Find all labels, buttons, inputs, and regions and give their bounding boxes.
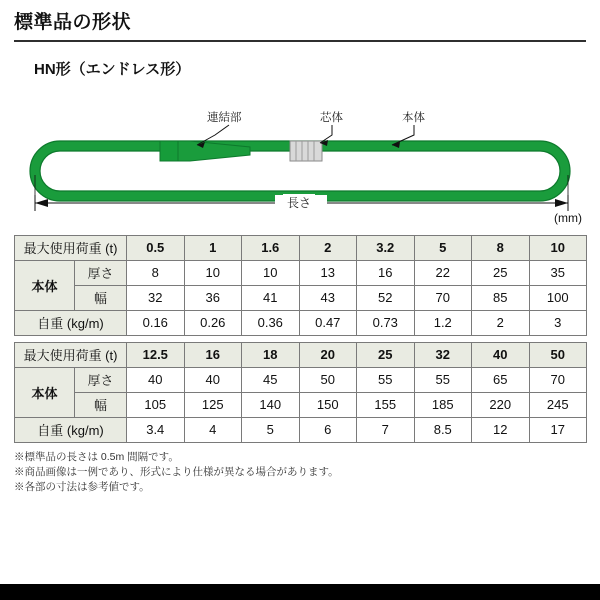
t2-weight-label: 自重 (kg/m) bbox=[15, 417, 127, 442]
t2-thickness-7: 70 bbox=[529, 367, 587, 392]
t2-capacity-header: 最大使用荷重 (t) bbox=[15, 342, 127, 367]
spec-table-2 bbox=[14, 342, 587, 443]
t1-thickness-label: 厚さ bbox=[75, 260, 127, 285]
t1-width-7: 100 bbox=[529, 285, 587, 310]
t1-capacity-header: 最大使用荷重 (t) bbox=[15, 235, 127, 260]
t2-weight-0: 3.4 bbox=[127, 417, 185, 442]
t2-width-label: 幅 bbox=[75, 392, 127, 417]
t2-capacity-4: 25 bbox=[357, 342, 415, 367]
t2-thickness-2: 45 bbox=[242, 367, 300, 392]
t2-capacity-3: 20 bbox=[299, 342, 357, 367]
t1-weight-4: 0.73 bbox=[357, 310, 415, 335]
t2-width-4: 155 bbox=[357, 392, 415, 417]
t1-thickness-0: 8 bbox=[127, 260, 185, 285]
t2-thickness-4: 55 bbox=[357, 367, 415, 392]
t1-weight-label: 自重 (kg/m) bbox=[15, 310, 127, 335]
t1-capacity-2: 1.6 bbox=[242, 235, 300, 260]
t1-width-2: 41 bbox=[242, 285, 300, 310]
core-shape bbox=[290, 141, 322, 161]
footnote-2: ※商品画像は一例であり、形式により仕様が異なる場合があります。 bbox=[14, 466, 339, 479]
label-length: 長さ bbox=[283, 194, 315, 211]
bottom-bar bbox=[0, 584, 600, 600]
t1-weight-7: 3 bbox=[529, 310, 587, 335]
t1-thickness-5: 22 bbox=[414, 260, 472, 285]
t1-thickness-2: 10 bbox=[242, 260, 300, 285]
table-row bbox=[15, 417, 587, 442]
table-row bbox=[15, 342, 587, 367]
table-row bbox=[15, 285, 587, 310]
t1-thickness-3: 13 bbox=[299, 260, 357, 285]
page-title: 標準品の形状 bbox=[14, 12, 132, 33]
t2-thickness-6: 65 bbox=[472, 367, 530, 392]
t2-weight-4: 7 bbox=[357, 417, 415, 442]
t2-weight-2: 5 bbox=[242, 417, 300, 442]
header-divider bbox=[14, 40, 586, 42]
t1-body-label: 本体 bbox=[15, 260, 75, 310]
t2-capacity-6: 40 bbox=[472, 342, 530, 367]
t2-thickness-0: 40 bbox=[127, 367, 185, 392]
t1-weight-2: 0.36 bbox=[242, 310, 300, 335]
section-subtitle: HN形（エンドレス形） bbox=[34, 60, 191, 78]
t2-thickness-5: 55 bbox=[414, 367, 472, 392]
t2-weight-6: 12 bbox=[472, 417, 530, 442]
t1-thickness-6: 25 bbox=[472, 260, 530, 285]
t1-capacity-4: 3.2 bbox=[357, 235, 415, 260]
spec-table-1 bbox=[14, 235, 587, 336]
t1-width-1: 36 bbox=[184, 285, 242, 310]
t2-width-2: 140 bbox=[242, 392, 300, 417]
t2-width-6: 220 bbox=[472, 392, 530, 417]
t1-capacity-0: 0.5 bbox=[127, 235, 185, 260]
t1-width-3: 43 bbox=[299, 285, 357, 310]
t2-weight-1: 4 bbox=[184, 417, 242, 442]
t1-capacity-1: 1 bbox=[184, 235, 242, 260]
label-body: 本体 bbox=[402, 111, 425, 124]
t2-weight-5: 8.5 bbox=[414, 417, 472, 442]
t2-capacity-5: 32 bbox=[414, 342, 472, 367]
t1-thickness-7: 35 bbox=[529, 260, 587, 285]
sling-diagram bbox=[0, 83, 600, 233]
t2-weight-3: 6 bbox=[299, 417, 357, 442]
t1-thickness-1: 10 bbox=[184, 260, 242, 285]
t1-weight-0: 0.16 bbox=[127, 310, 185, 335]
unit-label: (mm) bbox=[554, 210, 582, 225]
footnotes bbox=[14, 450, 600, 496]
t2-capacity-7: 50 bbox=[529, 342, 587, 367]
t2-capacity-1: 16 bbox=[184, 342, 242, 367]
t1-width-4: 52 bbox=[357, 285, 415, 310]
t1-weight-3: 0.47 bbox=[299, 310, 357, 335]
table-row bbox=[15, 260, 587, 285]
t1-capacity-5: 5 bbox=[414, 235, 472, 260]
t2-thickness-label: 厚さ bbox=[75, 367, 127, 392]
table-row bbox=[15, 235, 587, 260]
t1-weight-6: 2 bbox=[472, 310, 530, 335]
page-header bbox=[0, 0, 600, 46]
table-row bbox=[15, 310, 587, 335]
t1-capacity-3: 2 bbox=[299, 235, 357, 260]
table-row bbox=[15, 367, 587, 392]
footnote-3: ※各部の寸法は参考値です。 bbox=[14, 481, 150, 494]
t1-width-0: 32 bbox=[127, 285, 185, 310]
t1-capacity-6: 8 bbox=[472, 235, 530, 260]
t2-capacity-0: 12.5 bbox=[127, 342, 185, 367]
label-joint: 連結部 bbox=[207, 111, 242, 124]
t2-width-1: 125 bbox=[184, 392, 242, 417]
spec-tables bbox=[14, 235, 586, 443]
table-row bbox=[15, 392, 587, 417]
t2-capacity-2: 18 bbox=[242, 342, 300, 367]
t1-weight-5: 1.2 bbox=[414, 310, 472, 335]
t1-width-5: 70 bbox=[414, 285, 472, 310]
t1-thickness-4: 16 bbox=[357, 260, 415, 285]
t2-thickness-3: 50 bbox=[299, 367, 357, 392]
t1-capacity-7: 10 bbox=[529, 235, 587, 260]
t2-thickness-1: 40 bbox=[184, 367, 242, 392]
t1-width-label: 幅 bbox=[75, 285, 127, 310]
t2-width-5: 185 bbox=[414, 392, 472, 417]
label-core: 芯体 bbox=[320, 111, 343, 124]
t2-weight-7: 17 bbox=[529, 417, 587, 442]
t2-width-0: 105 bbox=[127, 392, 185, 417]
t2-width-7: 245 bbox=[529, 392, 587, 417]
footnote-1: ※標準品の長さは 0.5m 間隔です。 bbox=[14, 450, 179, 463]
t2-body-label: 本体 bbox=[15, 367, 75, 417]
t1-weight-1: 0.26 bbox=[184, 310, 242, 335]
t1-width-6: 85 bbox=[472, 285, 530, 310]
t2-width-3: 150 bbox=[299, 392, 357, 417]
